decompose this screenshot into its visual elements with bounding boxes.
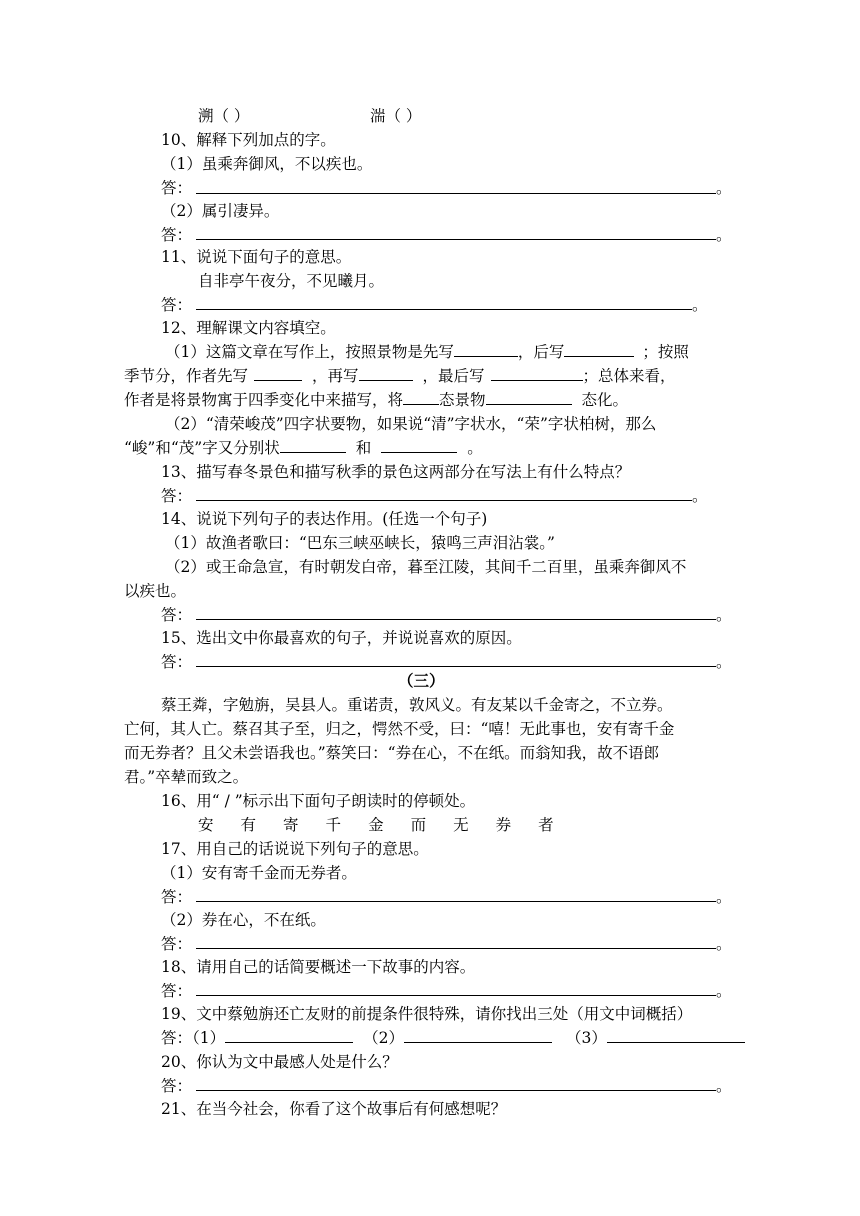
question-14: 14、说说下列句子的表达作用。(任选一个句子) bbox=[161, 510, 488, 528]
answer-line[interactable] bbox=[196, 239, 716, 240]
answer-label: 答： bbox=[161, 226, 193, 244]
question-14-2-cont: 以疾也。 bbox=[124, 582, 187, 600]
period: 。 bbox=[716, 179, 732, 197]
question-12-2: （2）“清荣峻茂”四字状要物，如果说“清”字状水，“荣”字状柏树，那么 bbox=[165, 415, 657, 433]
answer-label: 答： bbox=[161, 487, 193, 505]
fill-blank[interactable] bbox=[491, 366, 583, 381]
period: 。 bbox=[692, 487, 708, 505]
char: 安 bbox=[198, 816, 214, 834]
period: 。 bbox=[716, 606, 732, 624]
answer-line[interactable] bbox=[196, 193, 716, 194]
question-12: 12、理解课文内容填空。 bbox=[161, 319, 336, 337]
answer-label: 答： bbox=[161, 296, 193, 314]
question-10-1: （1）虽乘奔御风，不以疾也。 bbox=[161, 155, 373, 173]
question-11-sentence: 自非亭午夜分，不见曦月。 bbox=[198, 272, 385, 290]
question-12-1-cont2: 作者是将景物寓于四季变化中来描写，将 态景物 态化。 bbox=[124, 391, 629, 409]
char: 金 bbox=[368, 816, 384, 834]
question-11: 11、说说下面句子的意思。 bbox=[161, 248, 352, 266]
question-10-2: （2）属引凄异。 bbox=[161, 202, 280, 220]
question-12-1: （1）这篇文章在写作上，按照景物是先写 ，后写 ；按照 bbox=[165, 343, 689, 361]
blank-tuan: 湍（ ） bbox=[370, 107, 422, 125]
char: 有 bbox=[240, 816, 257, 834]
period: 。 bbox=[716, 982, 732, 1000]
question-13: 13、描写春冬景色和描写秋季的景色这两部分在写法上有什么特点？ bbox=[161, 463, 631, 481]
answer-line[interactable] bbox=[196, 666, 716, 667]
passage-line: 而无券者？且父未尝语我也。”蔡笑曰：“券在心，不在纸。而翁知我，故不语郎 bbox=[124, 744, 660, 762]
fill-blank[interactable] bbox=[280, 438, 346, 453]
answer-line[interactable] bbox=[196, 1090, 716, 1091]
char: 无 bbox=[453, 816, 469, 834]
answer-label: 答： bbox=[161, 982, 193, 1000]
answer-label: 答： bbox=[161, 179, 193, 197]
period: 。 bbox=[716, 935, 732, 953]
question-14-2: （2）或王命急宣，有时朝发白帝，暮至江陵，其间千二百里，虽乘奔御风不 bbox=[165, 558, 687, 576]
answer-label: 答： bbox=[161, 1077, 193, 1095]
char: 券 bbox=[495, 816, 512, 834]
question-21: 21、在当今社会，你看了这个故事后有何感想呢？ bbox=[161, 1100, 507, 1118]
passage-line: 亡何，其人亡。蔡召其子至，归之，愕然不受，曰：“嘻！无此事也，安有寄千金 bbox=[124, 720, 675, 738]
char: 而 bbox=[410, 816, 427, 834]
question-16: 16、用“ / ”标示出下面句子朗读时的停顿处。 bbox=[161, 792, 476, 810]
answer-label: 答： bbox=[161, 653, 193, 671]
period: 。 bbox=[716, 888, 732, 906]
blank-su: 溯（ ） bbox=[198, 107, 250, 125]
answer-line[interactable] bbox=[196, 995, 716, 996]
period: 。 bbox=[692, 296, 708, 314]
answer-label: 答： bbox=[161, 888, 193, 906]
question-10: 10、解释下列加点的字。 bbox=[161, 131, 336, 149]
fill-blank[interactable] bbox=[403, 390, 439, 405]
fill-blank[interactable] bbox=[454, 342, 518, 357]
question-12-1-cont: 季节分，作者先写 ，再写 ，最后写 ；总体来看， bbox=[124, 367, 676, 385]
answer-label: 答： bbox=[161, 935, 193, 953]
fill-blank[interactable] bbox=[486, 390, 572, 405]
fill-blank[interactable] bbox=[359, 366, 413, 381]
period: 。 bbox=[716, 1077, 732, 1095]
fill-blank[interactable] bbox=[381, 438, 457, 453]
pause-sentence bbox=[198, 814, 554, 836]
answer-line[interactable] bbox=[196, 309, 692, 310]
char: 者 bbox=[538, 816, 554, 834]
passage-line: 蔡王粦，字勉旃，吴县人。重诺责，敦风义。有友某以千金寄之，不立券。 bbox=[161, 696, 673, 714]
question-19: 19、文中蔡勉旃还亡友财的前提条件很特殊，请你找出三处（用文中词概括） bbox=[161, 1005, 693, 1023]
fill-blank[interactable] bbox=[607, 1028, 745, 1043]
period: 。 bbox=[716, 226, 732, 244]
question-17-2: （2）券在心，不在纸。 bbox=[161, 911, 326, 929]
section-heading: （三） bbox=[398, 671, 445, 690]
answer-line[interactable] bbox=[196, 619, 716, 620]
period: 。 bbox=[716, 653, 732, 671]
fill-blank[interactable] bbox=[254, 366, 302, 381]
question-17-1: （1）安有寄千金而无券者。 bbox=[161, 864, 357, 882]
question-18: 18、请用自己的话简要概述一下故事的内容。 bbox=[161, 958, 476, 976]
fill-blank[interactable] bbox=[564, 342, 634, 357]
answer-label: 答： bbox=[161, 606, 193, 624]
question-12-2-cont: “峻”和“茂”字又分别状 和 。 bbox=[124, 439, 483, 457]
question-19-answers: 答：（1） （2） （3） bbox=[161, 1027, 745, 1049]
question-20: 20、你认为文中最感人处是什么？ bbox=[161, 1053, 398, 1071]
answer-line[interactable] bbox=[196, 948, 716, 949]
question-14-1: （1）故渔者歌曰：“巴东三峡巫峡长，猿鸣三声泪沾裳。” bbox=[165, 534, 555, 552]
passage-line: 君。”卒辇而致之。 bbox=[124, 768, 249, 786]
fill-blank[interactable] bbox=[225, 1028, 353, 1043]
answer-line[interactable] bbox=[196, 901, 716, 902]
answer-line[interactable] bbox=[196, 500, 692, 501]
fill-blank[interactable] bbox=[404, 1028, 552, 1043]
question-17: 17、用自己的话说说下列句子的意思。 bbox=[161, 840, 429, 858]
question-15: 15、选出文中你最喜欢的句子，并说说喜欢的原因。 bbox=[161, 629, 522, 647]
char: 千 bbox=[325, 816, 342, 834]
char: 寄 bbox=[283, 816, 299, 834]
